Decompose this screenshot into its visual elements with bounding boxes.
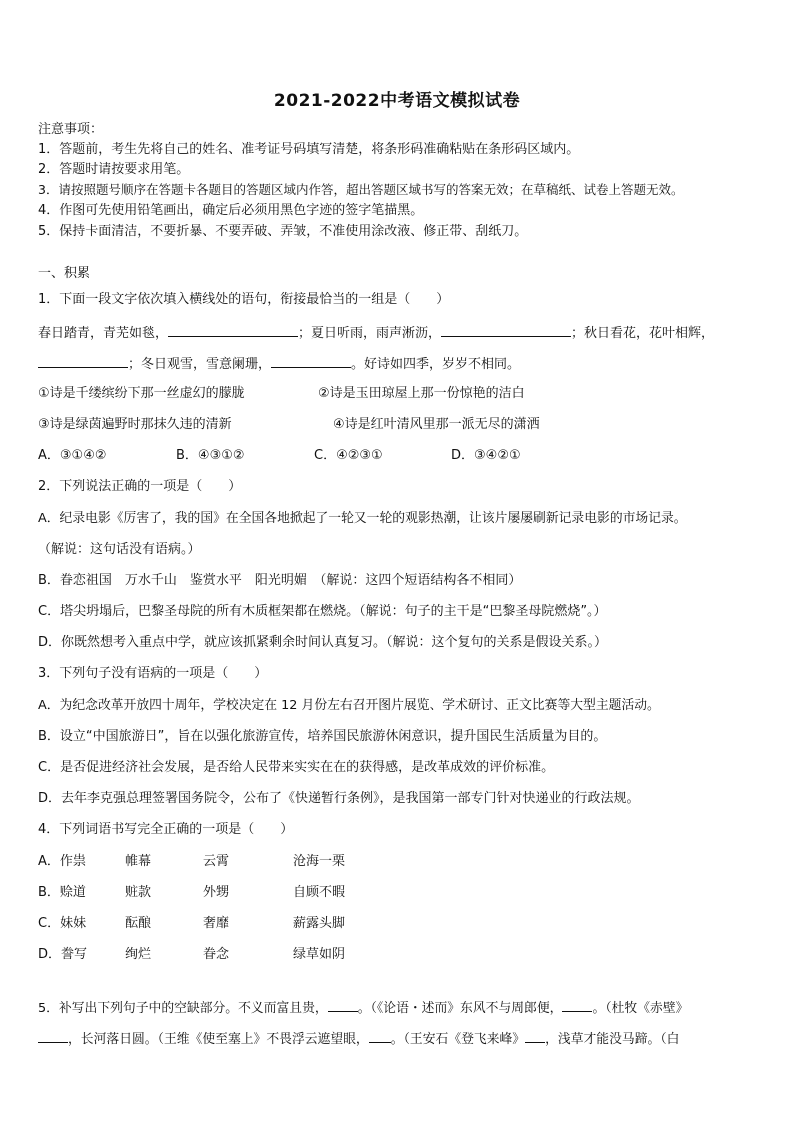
notes-heading: 注意事项： bbox=[38, 122, 104, 137]
choice-a: A．为纪念改革开放四十周年，学校决定在 12 月份左右召开图片展览、学术研讨、正文比赛等大型主题活动。 bbox=[38, 698, 660, 713]
choice-a-word: A．作祟 bbox=[38, 854, 86, 869]
choice-c-word: 酝酿 bbox=[125, 916, 152, 931]
choice-b: B．眷恋祖国 万水千山 鉴赏水平 阳光明媚 （解说：这四个短语结构各不相同） bbox=[38, 573, 522, 588]
question-3-stem: 3．下列句子没有语病的一项是（ ） bbox=[38, 666, 268, 681]
choice-c: C．④②③① bbox=[314, 448, 383, 463]
passage-text: ；冬日观雪，雪意阑珊， bbox=[128, 357, 272, 372]
question-2-stem: 2．下列说法正确的一项是（ ） bbox=[38, 479, 242, 494]
choice-a-note: （解说：这句话没有语病。） bbox=[38, 542, 201, 557]
question-1-passage-line bbox=[38, 354, 520, 374]
answer-blank bbox=[271, 354, 351, 368]
choice-a-word: 云霄 bbox=[203, 854, 230, 869]
choice-a: A．③①④② bbox=[38, 448, 107, 463]
question-5-text: 5．补写出下列句子中的空缺部分。不义而富且贵， bbox=[38, 1001, 328, 1016]
choice-c: C．塔尖坍塌后，巴黎圣母院的所有木质框架都在燃烧。（解说：句子的主干是“巴黎圣母院燃烧”。） bbox=[38, 604, 607, 619]
answer-blank bbox=[38, 1029, 68, 1043]
choice-a: A．纪录电影《厉害了，我的国》在全国各地掀起了一轮又一轮的观影热潮，让该片屡屡刷新记录电影的市场记录。 bbox=[38, 511, 687, 526]
note-item: 2．答题时请按要求用笔。 bbox=[38, 162, 190, 177]
passage-text: 春日踏青，青芜如毯， bbox=[38, 326, 169, 341]
note-item: 5．保持卡面清洁，不要折暴、不要弄破、弄皱，不准使用涂改液、修正带、刮纸刀。 bbox=[38, 224, 528, 239]
choice-d-word: D．誊写 bbox=[38, 947, 88, 962]
sentence-option: ③诗是绿茵遍野时那抹久违的清新 bbox=[38, 417, 232, 432]
question-5-text: ，浅草才能没马蹄。（白 bbox=[545, 1032, 680, 1047]
question-5-text: 。（杜牧《赤壁》 bbox=[592, 1001, 689, 1016]
question-1-stem: 1．下面一段文字依次填入横线处的语句，衔接最恰当的一组是（ ） bbox=[38, 292, 450, 307]
answer-blank bbox=[525, 1029, 545, 1043]
answer-blank bbox=[328, 998, 358, 1012]
choice-b-word: 自顾不暇 bbox=[293, 885, 346, 900]
choice-d: D．去年李克强总理签署国务院令，公布了《快递暂行条例》，是我国第一部专门针对快递业的行政法规。 bbox=[38, 791, 640, 806]
question-5-text: 。（王安石《登飞来峰》 bbox=[390, 1032, 526, 1047]
question-5-line bbox=[38, 1029, 679, 1049]
sentence-option: ④诗是红叶清风里那一派无尽的潇洒 bbox=[333, 417, 540, 432]
choice-a-word: 帷幕 bbox=[125, 854, 152, 869]
section-heading: 一、积累 bbox=[38, 266, 91, 281]
choice-b: B．④③①② bbox=[176, 448, 245, 463]
answer-blank bbox=[168, 323, 298, 337]
choice-d: D．③④②① bbox=[451, 448, 521, 463]
choice-d: D．你既然想考入重点中学，就应该抓紧剩余时间认真复习。（解说：这个复句的关系是假设关系。） bbox=[38, 635, 608, 650]
answer-blank bbox=[562, 998, 592, 1012]
question-5-text: 。（《论语・述而》东风不与周郎便， bbox=[357, 1001, 563, 1016]
question-4-stem: 4．下列词语书写完全正确的一项是（ ） bbox=[38, 822, 294, 837]
choice-b-word: 外甥 bbox=[203, 885, 230, 900]
sentence-option: ①诗是千缕缤纷下那一丝虚幻的朦胧 bbox=[38, 386, 245, 401]
choice-b-word: B．赊道 bbox=[38, 885, 86, 900]
passage-text: ；夏日听雨，雨声淅沥， bbox=[298, 326, 442, 341]
choice-d-word: 眷念 bbox=[203, 947, 230, 962]
note-item: 4．作图可先使用铅笔画出，确定后必须用黑色字迹的签字笔描黑。 bbox=[38, 203, 424, 218]
note-item: 3．请按照题号顺序在答题卡各题目的答题区域内作答，超出答题区域书写的答案无效；在草稿纸、试卷上答题无效。 bbox=[38, 182, 684, 197]
choice-d-word: 绚烂 bbox=[125, 947, 152, 962]
choice-c: C．是否促进经济社会发展，是否给人民带来实实在在的获得感，是改革成效的评价标准。 bbox=[38, 760, 555, 775]
choice-c-word: 薪露头脚 bbox=[293, 916, 346, 931]
question-1-passage-line bbox=[38, 323, 714, 343]
answer-blank bbox=[441, 323, 571, 337]
question-5-text: ，长河落日圆。（王维《使至塞上》不畏浮云遮望眼， bbox=[68, 1032, 369, 1047]
choice-c-word: 奢靡 bbox=[203, 916, 230, 931]
answer-blank bbox=[369, 1029, 391, 1043]
choice-d-word: 绿草如阴 bbox=[293, 947, 346, 962]
choice-c-word: C．妹妹 bbox=[38, 916, 87, 931]
answer-blank bbox=[38, 354, 128, 368]
choice-a-word: 沧海一栗 bbox=[293, 854, 346, 869]
choice-b: B．设立“中国旅游日”，旨在以强化旅游宣传，培养国民旅游休闲意识，提升国民生活质量为目的。 bbox=[38, 729, 607, 744]
note-item: 1．答题前，考生先将自己的姓名、准考证号码填写清楚，将条形码准确粘贴在条形码区域内。 bbox=[38, 142, 580, 157]
passage-text: 。好诗如四季，岁岁不相同。 bbox=[351, 357, 521, 372]
page-title: 2021-2022中考语文模拟试卷 bbox=[273, 91, 521, 111]
sentence-option: ②诗是玉田琼屋上那一份惊艳的洁白 bbox=[318, 386, 525, 401]
passage-text: ；秋日看花，花叶相辉， bbox=[571, 326, 715, 341]
choice-b-word: 赃款 bbox=[125, 885, 152, 900]
question-5-line bbox=[38, 998, 688, 1018]
